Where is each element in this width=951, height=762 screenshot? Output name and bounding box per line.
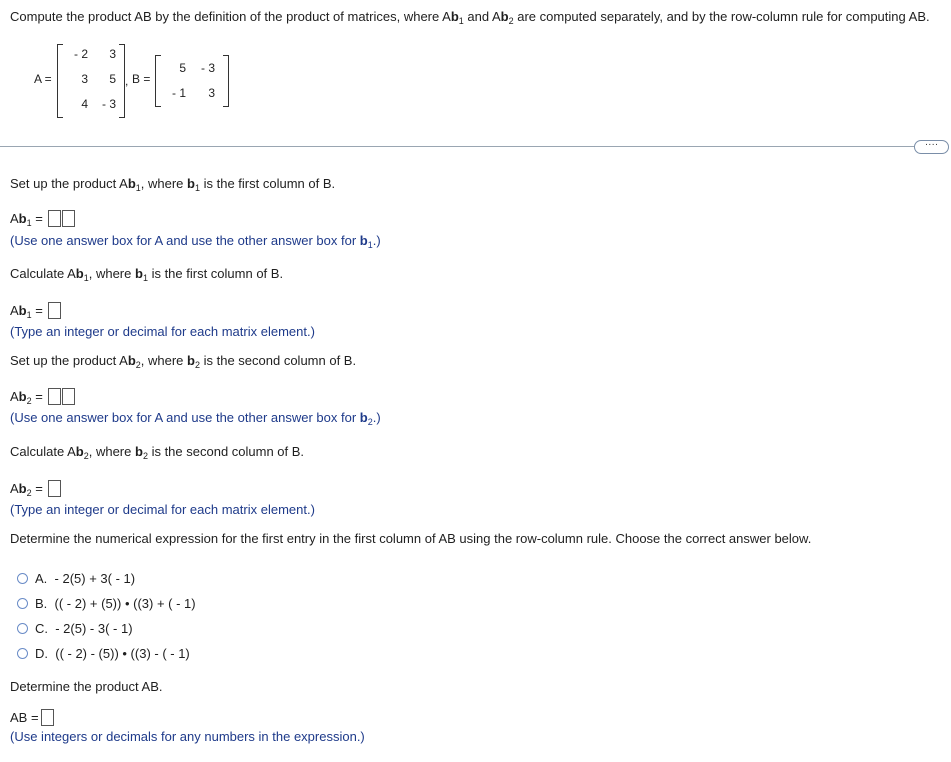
- matrix-a-cell: 3: [81, 72, 88, 86]
- option-a[interactable]: [17, 571, 135, 586]
- matrix-a-cell: - 3: [101, 97, 116, 111]
- text: is the second column of B.: [200, 353, 357, 368]
- subscript: 2: [83, 451, 89, 461]
- option-b[interactable]: [17, 596, 196, 611]
- bold-b: b: [187, 176, 195, 191]
- hint-expression: (Use integers or decimals for any numbers in the expression.): [10, 729, 365, 744]
- equals: =: [31, 481, 43, 496]
- label-a: A: [10, 303, 19, 318]
- matrix-a-cell: - 2: [73, 47, 88, 61]
- matrix-a-cell: 3: [109, 47, 116, 61]
- ab1-vector-b1-answer-box[interactable]: [62, 210, 75, 227]
- determine-entry-question: Determine the numerical expression for the first entry in the first column of AB using the row-column rule. Choose the correct answer below.: [10, 531, 812, 546]
- option-letter: D.: [35, 646, 48, 661]
- subscript: 2: [194, 360, 200, 370]
- matrix-b-cell: 5: [179, 61, 186, 75]
- ab2-result-row: [10, 480, 61, 497]
- label-a: A: [10, 211, 19, 226]
- radio-button[interactable]: [17, 623, 28, 634]
- instruction-text: and A: [463, 9, 501, 24]
- ab-answer-box[interactable]: [41, 709, 54, 726]
- option-letter: B.: [35, 596, 48, 611]
- subscript: 1: [135, 183, 141, 193]
- calc-ab1-text: [10, 266, 283, 281]
- text: , where: [88, 266, 135, 281]
- ab1-result-row: [10, 302, 61, 319]
- option-c[interactable]: [17, 621, 133, 636]
- matrix-b-cell: - 3: [200, 61, 215, 75]
- option-letter: C.: [35, 621, 48, 636]
- text: Set up the product A: [10, 176, 128, 191]
- bold-b: b: [187, 353, 195, 368]
- bold-b: b: [75, 444, 84, 459]
- subscript: 2: [367, 417, 373, 427]
- option-d[interactable]: [17, 646, 190, 661]
- equals: =: [31, 211, 43, 226]
- ab-result-row: [10, 709, 54, 726]
- matrix-b-label: B =: [132, 72, 151, 86]
- bold-b: b: [127, 176, 136, 191]
- subscript: 1: [367, 240, 373, 250]
- text: Set up the product A: [10, 353, 128, 368]
- text: is the first column of B.: [147, 266, 284, 281]
- bold-b: b: [18, 303, 27, 318]
- ab-label: AB =: [10, 710, 39, 725]
- option-expression: (( - 2) - (5)) • ((3) - ( - 1): [55, 646, 190, 661]
- label-a: A: [10, 481, 19, 496]
- bold-b: b: [134, 266, 143, 281]
- equals: =: [31, 303, 43, 318]
- text: .): [372, 410, 381, 425]
- bold-b: b: [359, 233, 368, 248]
- label-a: A: [10, 389, 19, 404]
- text: Calculate A: [10, 266, 76, 281]
- subscript: 2: [508, 16, 514, 26]
- radio-button[interactable]: [17, 648, 28, 659]
- subscript: 2: [142, 451, 148, 461]
- bold-b: b: [134, 444, 143, 459]
- hint-integer-1: (Type an integer or decimal for each matrix element.): [10, 324, 315, 339]
- ab1-matrix-a-answer-box[interactable]: [48, 210, 61, 227]
- subscript: 2: [26, 488, 32, 498]
- hint-two-boxes-1: [10, 233, 381, 248]
- hint-integer-2: (Type an integer or decimal for each matrix element.): [10, 502, 315, 517]
- bold-b: b: [359, 410, 368, 425]
- text: (Use one answer box for A and use the other answer box for: [10, 233, 360, 248]
- matrix-b-cell: - 1: [171, 86, 186, 100]
- option-expression: (( - 2) + (5)) • ((3) + ( - 1): [54, 596, 196, 611]
- setup-ab2-text: [10, 353, 356, 368]
- instruction-text: are computed separately, and by the row-column rule for computing AB.: [513, 9, 930, 24]
- option-expression: - 2(5) + 3( - 1): [54, 571, 136, 586]
- bold-b: b: [18, 481, 27, 496]
- text: , where: [140, 353, 188, 368]
- equals: =: [31, 389, 43, 404]
- section-divider: [0, 146, 932, 147]
- option-expression: - 2(5) - 3( - 1): [55, 621, 133, 636]
- matrix-b-right-bracket: [223, 55, 229, 107]
- ab1-setup-row: [10, 210, 75, 227]
- calc-ab2-text: [10, 444, 304, 459]
- hint-two-boxes-2: [10, 410, 381, 425]
- bold-b: b: [18, 211, 27, 226]
- radio-button[interactable]: [17, 573, 28, 584]
- comma: ,: [125, 74, 129, 88]
- text: , where: [88, 444, 135, 459]
- matrix-a-label: A =: [34, 72, 52, 86]
- text: .): [372, 233, 381, 248]
- problem-instruction: [10, 9, 930, 24]
- more-options-button[interactable]: ····: [914, 140, 949, 154]
- matrix-a-cell: 5: [109, 72, 116, 86]
- bold-b: b: [75, 266, 84, 281]
- ab2-matrix-a-answer-box[interactable]: [48, 388, 61, 405]
- text: , where: [140, 176, 188, 191]
- option-letter: A.: [35, 571, 48, 586]
- ab2-setup-row: [10, 388, 75, 405]
- subscript: 1: [83, 273, 89, 283]
- ab1-result-answer-box[interactable]: [48, 302, 61, 319]
- ab2-vector-b2-answer-box[interactable]: [62, 388, 75, 405]
- subscript: 1: [458, 16, 464, 26]
- subscript: 2: [26, 396, 32, 406]
- matrix-b-cell: 3: [208, 86, 215, 100]
- ab2-result-answer-box[interactable]: [48, 480, 61, 497]
- subscript: 1: [26, 310, 32, 320]
- subscript: 1: [142, 273, 148, 283]
- subscript: 1: [26, 218, 32, 228]
- text: (Use one answer box for A and use the other answer box for: [10, 410, 360, 425]
- bold-b: b: [127, 353, 136, 368]
- bold-b: b: [500, 9, 509, 24]
- subscript: 1: [194, 183, 200, 193]
- matrix-a-cell: 4: [81, 97, 88, 111]
- text: is the second column of B.: [147, 444, 305, 459]
- subscript: 2: [135, 360, 141, 370]
- setup-ab1-text: [10, 176, 335, 191]
- radio-button[interactable]: [17, 598, 28, 609]
- text: Calculate A: [10, 444, 76, 459]
- instruction-text: Compute the product AB by the definition of the product of matrices, where A: [10, 9, 451, 24]
- determine-product-question: Determine the product AB.: [10, 679, 163, 694]
- bold-b: b: [18, 389, 27, 404]
- text: is the first column of B.: [200, 176, 336, 191]
- bold-b: b: [450, 9, 459, 24]
